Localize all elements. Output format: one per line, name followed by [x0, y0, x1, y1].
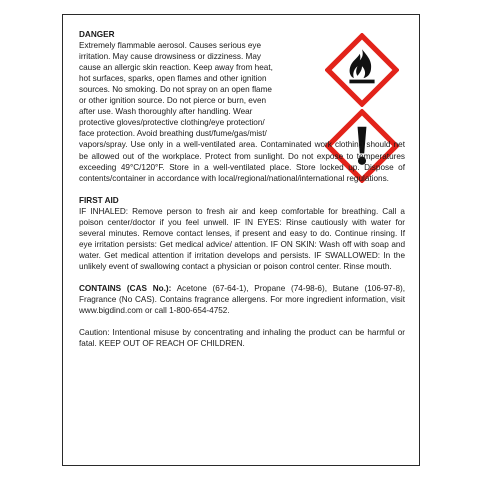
- danger-line: cause an allergic skin reaction. Keep away from heat,: [79, 63, 273, 73]
- danger-line: hot surfaces, sparks, open flames and other ignition: [79, 74, 267, 84]
- contains-text: Acetone (67-64-1), Propane (74-98-6), Butane (106-97-8), Fragrance (No CAS). Contains fragrance allergens. For more ingredient information, visit www.bigdind.com or call 1-800-654-4752.: [79, 283, 406, 316]
- danger-line: irritation. May cause drowsiness or dizziness. May: [79, 52, 262, 62]
- label-text: [79, 29, 405, 349]
- danger-line: face protection. Avoid breathing dust/fume/gas/mist/: [79, 129, 267, 139]
- danger-line: sources. No smoking. Do not spray on an open flame: [79, 85, 272, 95]
- danger-line: Extremely flammable aerosol. Causes serious eye: [79, 41, 262, 51]
- danger-line: or other ignition source. Do not pierce or burn, even: [79, 96, 267, 106]
- contains-label: CONTAINS (CAS No.):: [79, 283, 172, 293]
- danger-line: after use. Wash thoroughly after handling. Wear: [79, 107, 253, 117]
- contains-paragraph: [79, 283, 405, 316]
- danger-wrapped-lines: [79, 40, 311, 139]
- danger-heading: DANGER: [79, 30, 115, 39]
- first-aid-heading: FIRST AID: [79, 195, 119, 205]
- safety-label-card: [62, 14, 420, 466]
- caution-text: Caution: Intentional misuse by concentrating and inhaling the product can be harmful or fatal. KEEP OUT OF REACH OF CHILDREN.: [79, 328, 405, 349]
- first-aid-text: IF INHALED: Remove person to fresh air and keep comfortable for breathing. Call a poison center/doctor if you feel unwell. IF IN EYES: Rinse cautiously with water for several minutes. Remove contact lenses, if present and easy to do. Continue rinsing. If eye irritation persists: Get medical advice/ attention. IF ON SKIN: Wash off with soap and water. Get medical attention if irritation develops and persists. IF SWALLOWED: In the unlikely event of swallowing contact a physician or poison control center. Rinse mouth.: [79, 206, 405, 271]
- danger-line: protective gloves/protective clothing/eye protection/: [79, 118, 265, 128]
- danger-text-continued: vapors/spray. Use only in a well-ventilated area. Contaminated work clothing should net be allowed out of the workplace. Protect from sunlight. Do not expose to temperatures exceeding 49°C/120°F. Store in a well-ventilated place. Store locked up. Dispose of contents/container in accordance with local/regional/national/international regulations.: [79, 140, 405, 183]
